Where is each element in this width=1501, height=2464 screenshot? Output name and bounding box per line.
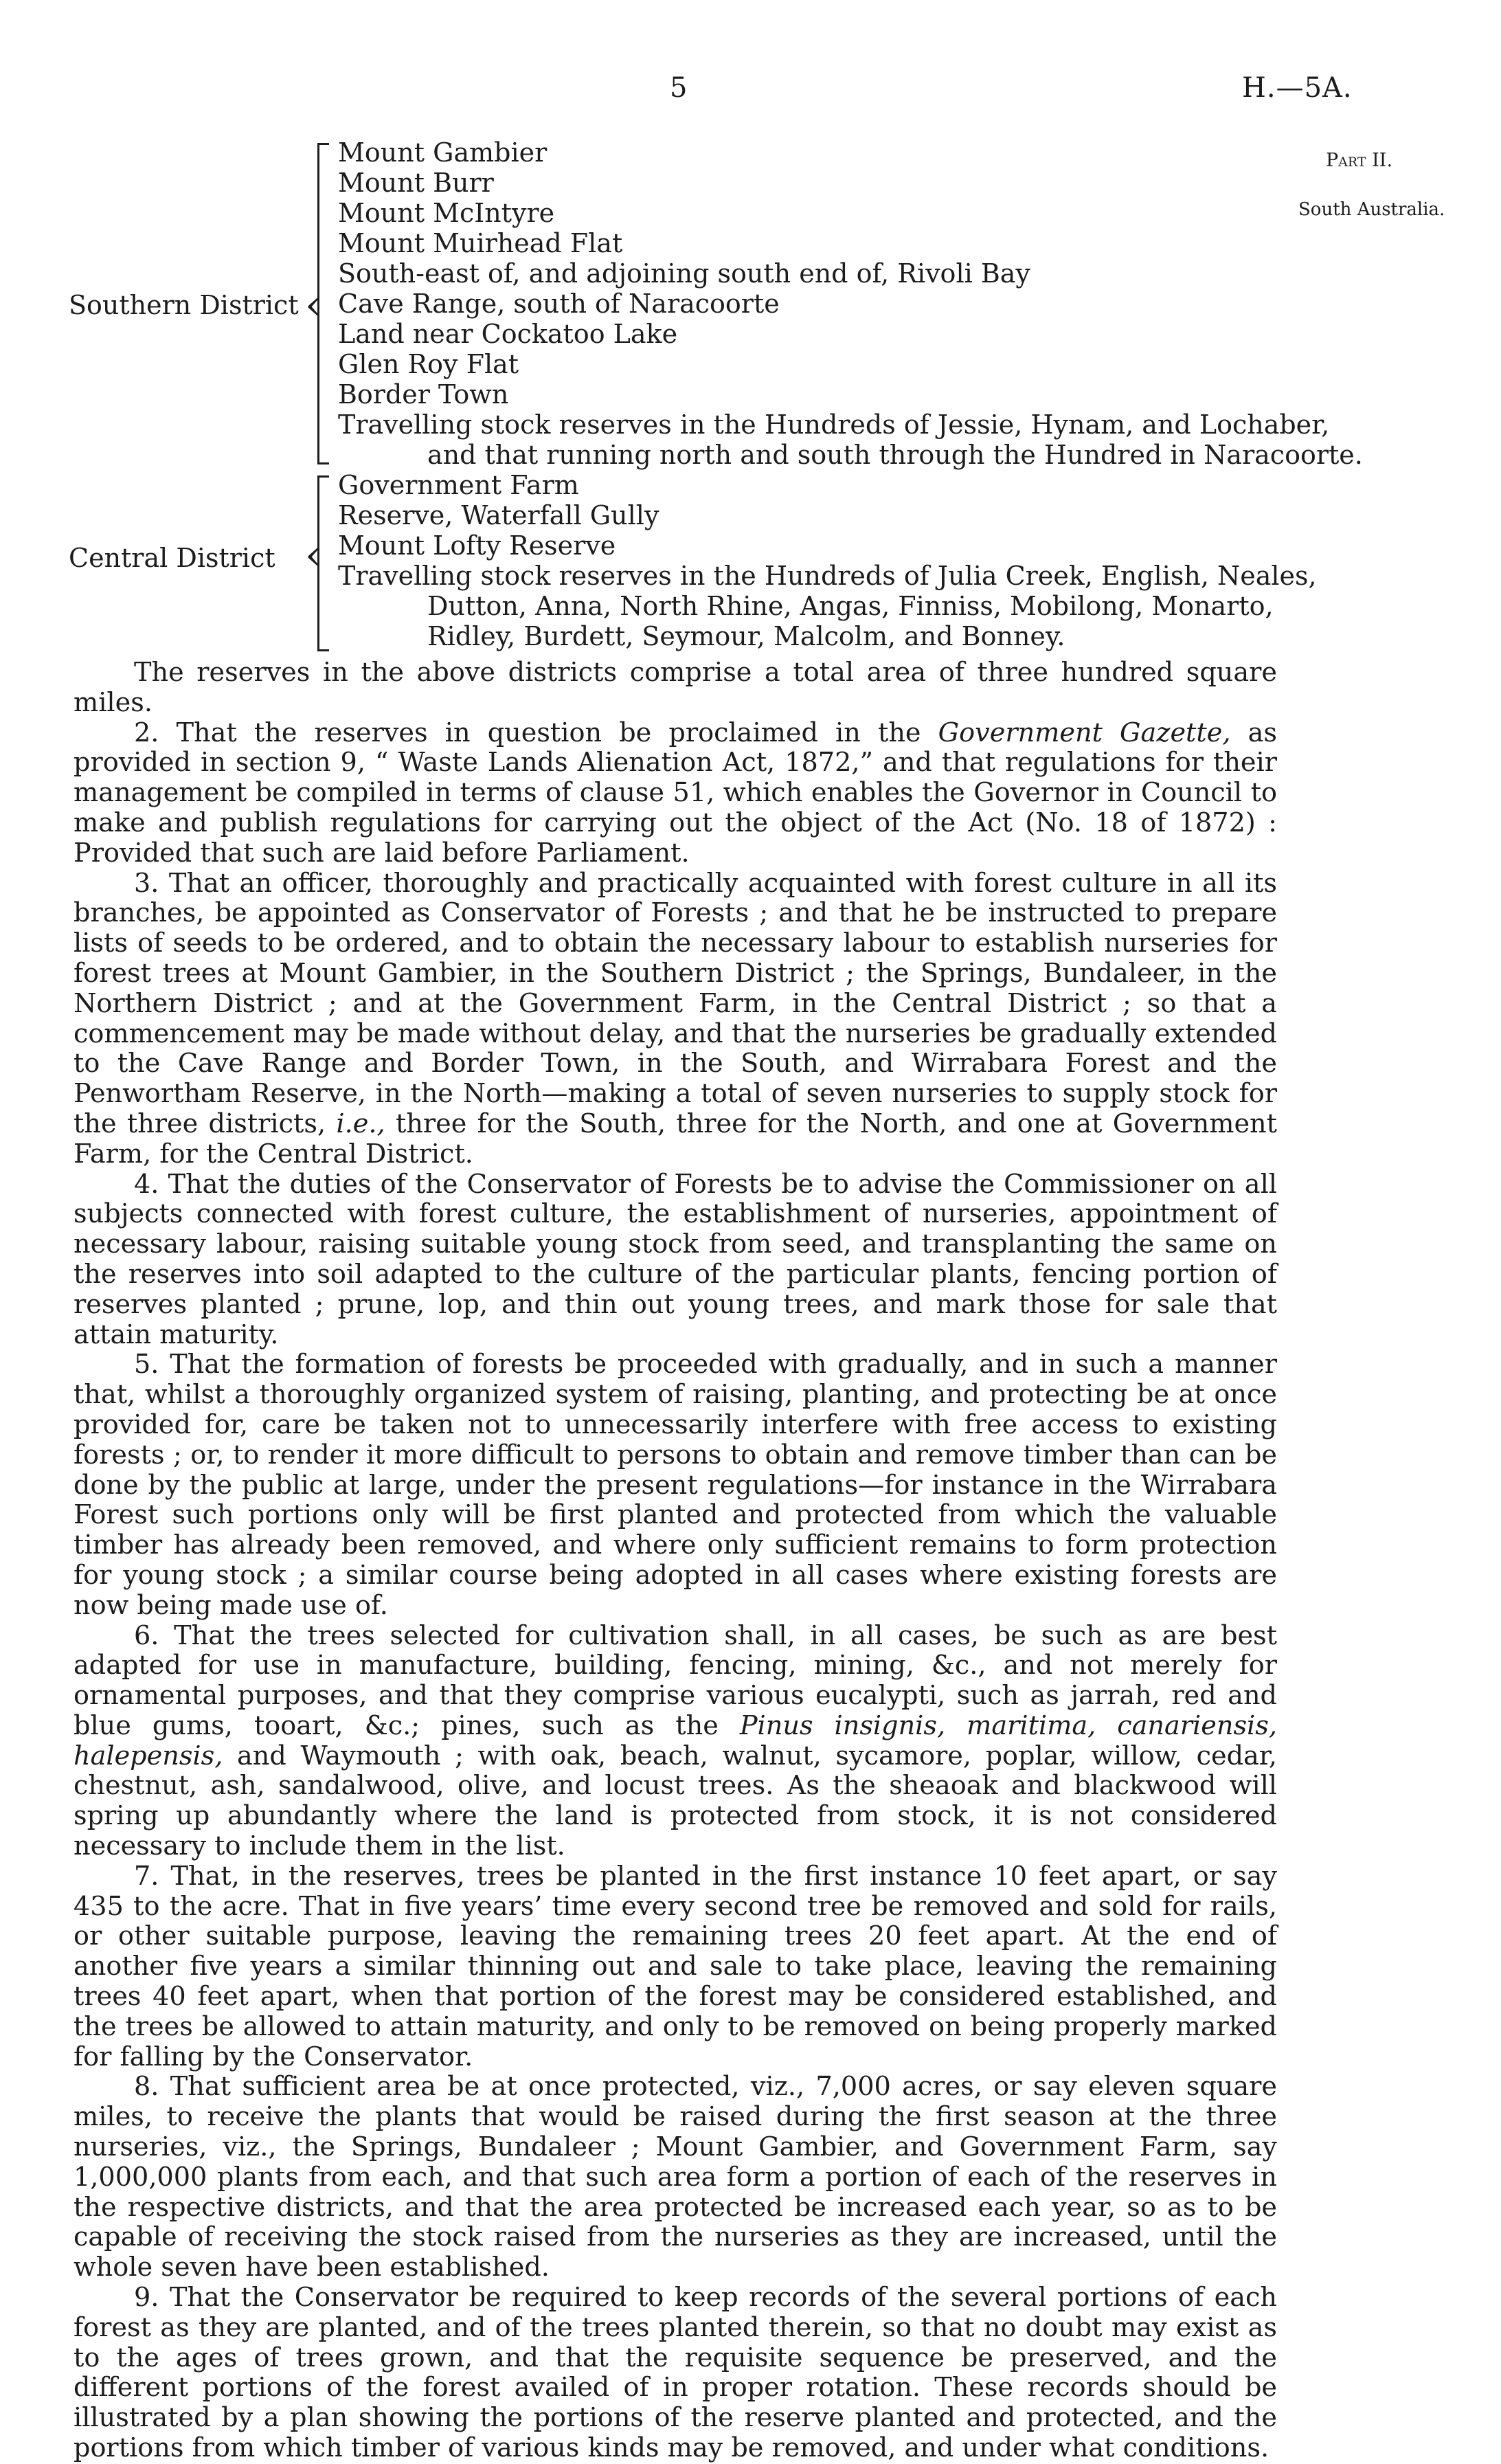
list-item: Mount Gambier: [338, 137, 548, 168]
list-item: Mount McIntyre: [338, 198, 555, 228]
paragraph-2: 2. That the reserves in question be proclaimed in the Government Gazette, as provided in section 9, “ Waste Lands Alienation Act, 1872,” and that regulations for their management be compiled in terms of clause 51, which enables the Governor in Council to make and publish regulations for carrying out the object of the Act (No. 18 of 1872) : Provided that such are laid before Parliament.: [74, 717, 1277, 869]
list-item: and that running north and south through the Hundred in Naracoorte.: [427, 440, 1363, 470]
paragraph-3: 3. That an officer, thoroughly and practically acquainted with forest culture in all its branches, be appointed as Conservator of Forests ; and that he be instructed to prepare lists of seeds to be ordered, and to obtain the necessary labour to establish nurseries for forest trees at Mount Gambier, in the Southern District ; the Springs, Bundaleer, in the Northern District ; and at the Government Farm, in the Central District ; so that a commencement may be made without delay, and that the nurseries be gradually extended to the Cave Range and Border Town, in the South, and Wirrabara Forest and the Penwortham Reserve, in the North—making a total of seven nurseries to supply stock for the three districts, i.e., three for the South, three for the North, and one at Government Farm, for the Central District.: [74, 868, 1277, 1169]
list-item: Glen Roy Flat: [338, 349, 519, 379]
list-item: Reserve, Waterfall Gully: [338, 500, 659, 530]
list-item: Cave Range, south of Naracoorte: [338, 289, 780, 319]
central-reserve-list: [338, 470, 1317, 651]
paragraph-9: 9. That the Conservator be required to keep records of the several portions of each forest as they are planted, and of the trees planted therein, so that no doubt may exist as to the ages of trees grown, and that the requisite sequence be preserved, and the different portions of the forest availed of in proper rotation. These records should be illustrated by a plan showing the portions of the reserve planted and protected, and the portions from which timber of various kinds may be removed, and under what conditions.: [74, 2283, 1277, 2464]
southern-brace-tip: ‹: [305, 281, 321, 329]
list-item: Mount Muirhead Flat: [338, 228, 623, 258]
list-item: Travelling stock reserves in the Hundreds of Julia Creek, English, Neales,: [338, 561, 1317, 591]
list-item: Land near Cockatoo Lake: [338, 319, 678, 349]
southern-district-label: Southern District: [69, 290, 299, 320]
paragraph-8: 8. That sufficient area be at once protected, viz., 7,000 acres, or say eleven square miles, to receive the plants that would be raised during the first season at the three nurseries, viz., the Springs, Bundaleer ; Mount Gambier, and Government Farm, say 1,000,000 plants from each, and that such area form a portion of each of the reserves in the respective districts, and that the area protected be increased each year, so as to be capable of receiving the stock raised from the nurseries as they are increased, until the whole seven have been established.: [74, 2072, 1277, 2283]
document-reference: H.—5A.: [1242, 72, 1353, 104]
margin-region-label: South Australia.: [1298, 199, 1445, 220]
southern-reserve-list: [338, 137, 1363, 470]
list-item: Mount Lofty Reserve: [338, 530, 616, 561]
paragraph-summary: The reserves in the above districts comprise a total area of three hundred square miles.: [74, 658, 1277, 718]
document-body: [74, 658, 1277, 2464]
paragraph-5: 5. That the formation of forests be proceeded with gradually, and in such a manner that, whilst a thoroughly organized system of raising, planting, and protecting be at once provided for, care be taken not to unnecessarily interfere with free access to existing forests ; or, to render it more difficult to persons to obtain and remove timber than can be done by the public at large, under the present regulations—for instance in the Wirrabara Forest such portions only will be first planted and protected from which the valuable timber has already been removed, and where only sufficient remains to form protection for young stock ; a similar course being adopted in all cases where existing forests are now being made use of.: [74, 1349, 1277, 1621]
list-item: Mount Burr: [338, 168, 494, 198]
central-district-label: Central District: [69, 543, 275, 573]
margin-part-label: Part II.: [1326, 150, 1393, 171]
paragraph-4: 4. That the duties of the Conservator of Forests be to advise the Commissioner on all subjects connected with forest culture, the establishment of nurseries, appointment of necessary labour, raising suitable young stock from seed, and transplanting the same on the reserves into soil adapted to the culture of the particular plants, fencing portion of reserves planted ; prune, lop, and thin out young trees, and mark those for sale that attain maturity.: [74, 1169, 1277, 1350]
list-item: South-east of, and adjoining south end of, Rivoli Bay: [338, 258, 1030, 289]
paragraph-6: 6. That the trees selected for cultivation shall, in all cases, be such as are best adapted for use in manufacture, building, fencing, mining, &c., and not merely for ornamental purposes, and that they comprise various eucalypti, such as jarrah, red and blue gums, tooart, &c.; pines, such as the Pinus insignis, maritima, canariensis, halepensis, and Waymouth ; with oak, beach, walnut, sycamore, poplar, willow, cedar, chestnut, ash, sandalwood, olive, and locust trees. As the sheaoak and blackwood will spring up abundantly where the land is protected from stock, it is not considered necessary to include them in the list.: [74, 1620, 1277, 1862]
list-item: Ridley, Burdett, Seymour, Malcolm, and Bonney.: [427, 621, 1065, 651]
list-item: Border Town: [338, 379, 509, 410]
list-item: Government Farm: [338, 470, 579, 500]
central-brace-tip: ‹: [305, 531, 321, 579]
page-number: 5: [670, 72, 688, 104]
list-item: Dutton, Anna, North Rhine, Angas, Finniss, Mobilong, Monarto,: [427, 591, 1274, 621]
paragraph-7: 7. That, in the reserves, trees be planted in the first instance 10 feet apart, or say 435 to the acre. That in five years’ time every second tree be removed and sold for rails, or other suitable purpose, leaving the remaining trees 20 feet apart. At the end of another five years a similar thinning out and sale to take place, leaving the remaining trees 40 feet apart, when that portion of the forest may be considered established, and the trees be allowed to attain maturity, and only to be removed on being properly marked for falling by the Conservator.: [74, 1861, 1277, 2072]
list-item: Travelling stock reserves in the Hundreds of Jessie, Hynam, and Lochaber,: [338, 410, 1330, 440]
